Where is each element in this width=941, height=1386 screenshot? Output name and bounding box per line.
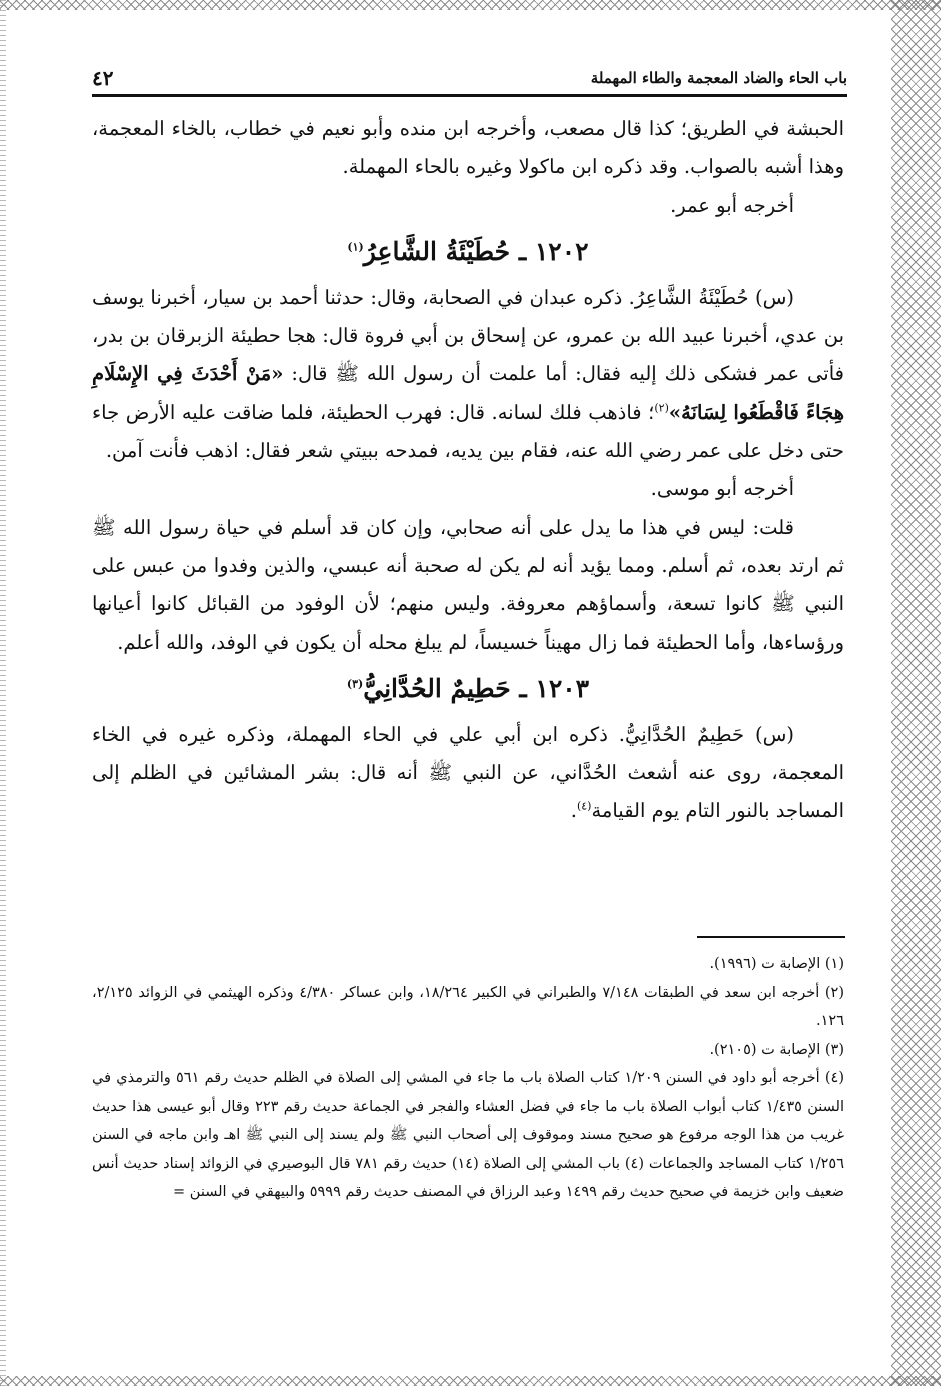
entry-heading-text: ١٢٠٣ ـ حَطِيمٌ الحُدَّانِيُّ — [363, 673, 590, 703]
paragraph-attribution: أخرجه أبو عمر. — [670, 193, 794, 217]
hadith-quote: «مَنْ أَحْدَثَ فِي الإِسْلَامِ هِجَاءً فَاقْطَعُوا لِسَانَهُ» — [92, 362, 844, 424]
footnote-ref-2: (٢) — [654, 401, 669, 415]
decorative-border-bottom — [0, 1376, 941, 1386]
footnotes — [92, 950, 844, 1207]
footnote-3: (٣) الإصابة ت (٢١٠٥). — [709, 1041, 844, 1058]
running-title: باب الحاء والضاد المعجمة والطاء المهملة — [590, 69, 847, 87]
entry-1202-attribution: أخرجه أبو موسى. — [650, 477, 794, 501]
page-header — [92, 62, 847, 97]
footnote-ref-3: (٣) — [346, 677, 364, 691]
decorative-border-right — [891, 0, 941, 1386]
entry-1202-commentary: قلت: ليس في هذا ما يدل على أنه صحابي، وإن كان قد أسلم في حياة رسول الله ﷺ ثم ارتد بعده، ثم أسلم. ومما يؤيد أنه لم يكن له صحبة أنه عبسي، والذين وفدوا من عبس على النبي ﷺ كانوا تسعة، وأسماؤهم معروفة. وليس منهم؛ لأن الوفود من القبائل كانوا أعيانها ورؤساءها، وأما الحطيئة فما زال مهيناً خسيساً، لم يبلغ محله أن يكون في الوفد، والله أعلم. — [92, 515, 844, 654]
entry-1203-body — [92, 716, 844, 831]
footnote-1: (١) الإصابة ت (١٩٩٦). — [709, 956, 844, 972]
footnote-4: (٤) أخرجه أبو داود في السنن ١/٢٠٩ كتاب الصلاة باب ما جاء في المشي إلى الصلاة في الظلم حديث رقم ٥٦١ والترمذي في السنن ١/٤٣٥ كتاب أبواب الصلاة باب ما جاء في فضل العشاء والفجر في الجماعة حديث رقم ٢٢٣ وقال أبو عيسى هذا حديث غريب من هذا الوجه مرفوع هو صحيح مسند وموقوف إلى أصحاب النبي ﷺ ولم يسند إلى النبي ﷺ اهـ وابن ماجه في السنن ١/٢٥٦ كتاب المساجد والجماعات (٤) باب المشي إلى الصلاة (١٤) حديث رقم ٧٨١ قال البوصيري في الزوائد إسناد حديث أنس ضعيف وابن خزيمة في صحيح حديث رقم ١٤٩٩ وعبد الرزاق في المصنف حديث رقم ٥٩٩٩ والبيهقي في السنن = — [92, 1070, 845, 1200]
entry-heading-text: ١٢٠٢ ـ حُطَيْئَةُ الشَّاعِرُ — [363, 236, 589, 266]
footnote-ref-1: (١) — [347, 240, 364, 254]
entry-1202-text-a: (س) حُطَيْئَةُ الشَّاعِرُ. ذكره عبدان في الصحابة، وقال: حدثنا أحمد بن سيار، أخبرنا يوسف بن عدي، أخبرنا عبيد الله بن عمرو، عن إسحاق بن أبي فروة قال: هجا حطيئة الزبرقان بن بدر، فأتى عمر فشكى ذلك إليه فقال: أما علمت أن رسول الله ﷺ قال: — [92, 285, 845, 386]
footnote-ref-4: (٤) — [576, 799, 592, 813]
footnote-separator — [697, 936, 845, 938]
entry-1202-body — [92, 279, 844, 470]
entry-heading-1203 — [92, 662, 844, 716]
decorative-border-left — [0, 0, 6, 1386]
entry-1203-text: (س) حَطِيمٌ الحُدَّانِيُّ. ذكره ابن أبي علي في الحاء المهملة، وذكره غيره في الخاء المعجمة، روى عنه أشعث الحُدَّاني، عن النبي ﷺ أنه قال: بشر المشائين في الظلم إلى المساجد بالنور التام يوم القيامة — [92, 722, 844, 823]
entry-1203-end: . — [570, 799, 577, 823]
footnote-2: (٢) أخرجه ابن سعد في الطبقات ٧/١٤٨ والطبراني في الكبير ١٨/٢٦٤، وابن عساكر ٤/٣٨٠ وذكره الهيثمي في الزوائد ٢/١٢٥، ١٢٦. — [92, 984, 844, 1029]
entry-heading-1202 — [92, 225, 844, 279]
entry-1202-text-b: ؛ فاذهب فلك لسانه. قال: فهرب الحطيئة، فلما ضاقت عليه الأرض جاء حتى دخل على عمر رضي الله عنه، فقام بين يديه، فمدحه ببيتي شعر فقال: اذهب فأنت آمن. — [92, 400, 844, 463]
decorative-border-top — [0, 0, 941, 10]
paragraph-continuation: الحبشة في الطريق؛ كذا قال مصعب، وأخرجه ابن منده وأبو نعيم في خطاب، بالخاء المعجمة، وهذا أشبه بالصواب. وقد ذكره ابن ماكولا وغيره بالحاء المهملة. — [92, 117, 844, 179]
main-text — [92, 110, 844, 831]
page-number: ٤٢ — [92, 66, 114, 90]
